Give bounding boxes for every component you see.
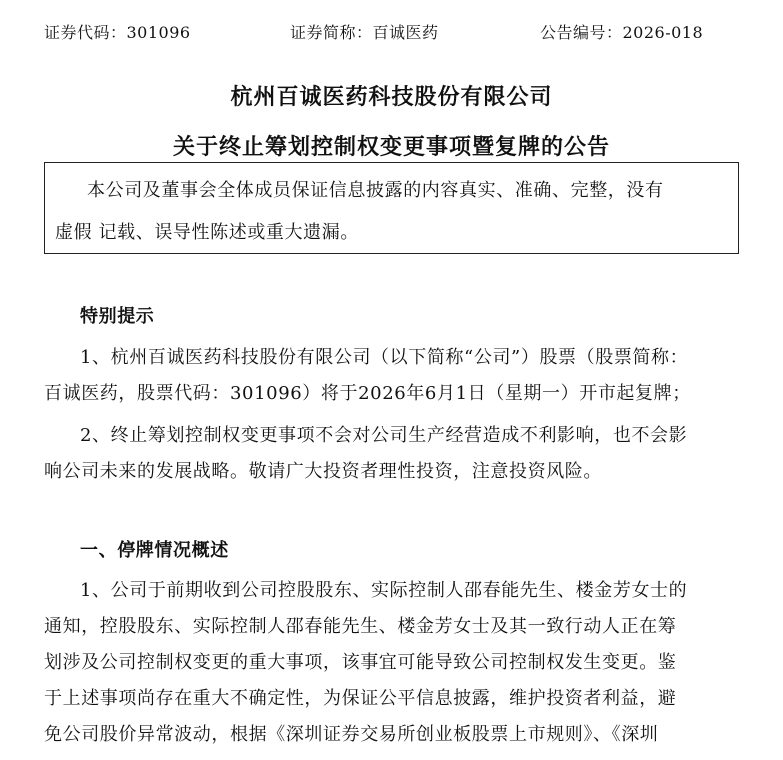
company-title: 杭州百诚医药科技股份有限公司 bbox=[230, 85, 553, 110]
security-abbreviation: 证券简称：百诚医药 bbox=[290, 23, 439, 42]
announcement-title: 关于终止筹划控制权变更事项暨复牌的公告 bbox=[172, 135, 610, 160]
tip-item-1-line: 百诚医药，股票代码：301096）将于2026年6月1日（星期一）开市起复牌； bbox=[44, 383, 691, 404]
security-code: 证券代码：301096 bbox=[44, 23, 191, 42]
disclosure-notice-box bbox=[44, 162, 739, 254]
tip-item-2-line: 响公司未来的发展战略。敬请广大投资者理性投资，注意投资风险。 bbox=[44, 461, 602, 482]
announcement-number: 公告编号：2026-018 bbox=[540, 23, 704, 42]
notice-line: 虚假 记载、误导性陈述或重大遗漏。 bbox=[55, 222, 359, 243]
section-1-paragraph-line: 免公司股价异常波动，根据《深圳证券交易所创业板股票上市规则》、《深圳 bbox=[44, 724, 659, 745]
tip-item-1-line: 1、杭州百诚医药科技股份有限公司（以下简称“公司”）股票（股票简称： bbox=[80, 347, 689, 368]
section-1-paragraph-line: 通知，控股股东、实际控制人邵春能先生、楼金芳女士及其一致行动人正在筹 bbox=[44, 616, 677, 637]
section-1-heading: 一、停牌情况概述 bbox=[80, 540, 229, 561]
special-tips-heading: 特别提示 bbox=[80, 306, 155, 327]
section-1-paragraph-line: 于上述事项尚存在重大不确定性，为保证公平信息披露，维护投资者利益，避 bbox=[44, 688, 677, 709]
section-1-paragraph-line: 1、公司于前期收到公司控股股东、实际控制人邵春能先生、楼金芳女士的 bbox=[80, 580, 688, 601]
tip-item-2-line: 2、终止筹划控制权变更事项不会对公司生产经营造成不利影响，也不会影 bbox=[80, 425, 688, 446]
section-1-paragraph-line: 划涉及公司控制权变更的重大事项，该事宜可能导致公司控制权发生变更。鉴 bbox=[44, 652, 677, 673]
notice-line: 本公司及董事会全体成员保证信息披露的内容真实、准确、完整，没有 bbox=[87, 180, 664, 201]
document-header bbox=[0, 20, 783, 46]
